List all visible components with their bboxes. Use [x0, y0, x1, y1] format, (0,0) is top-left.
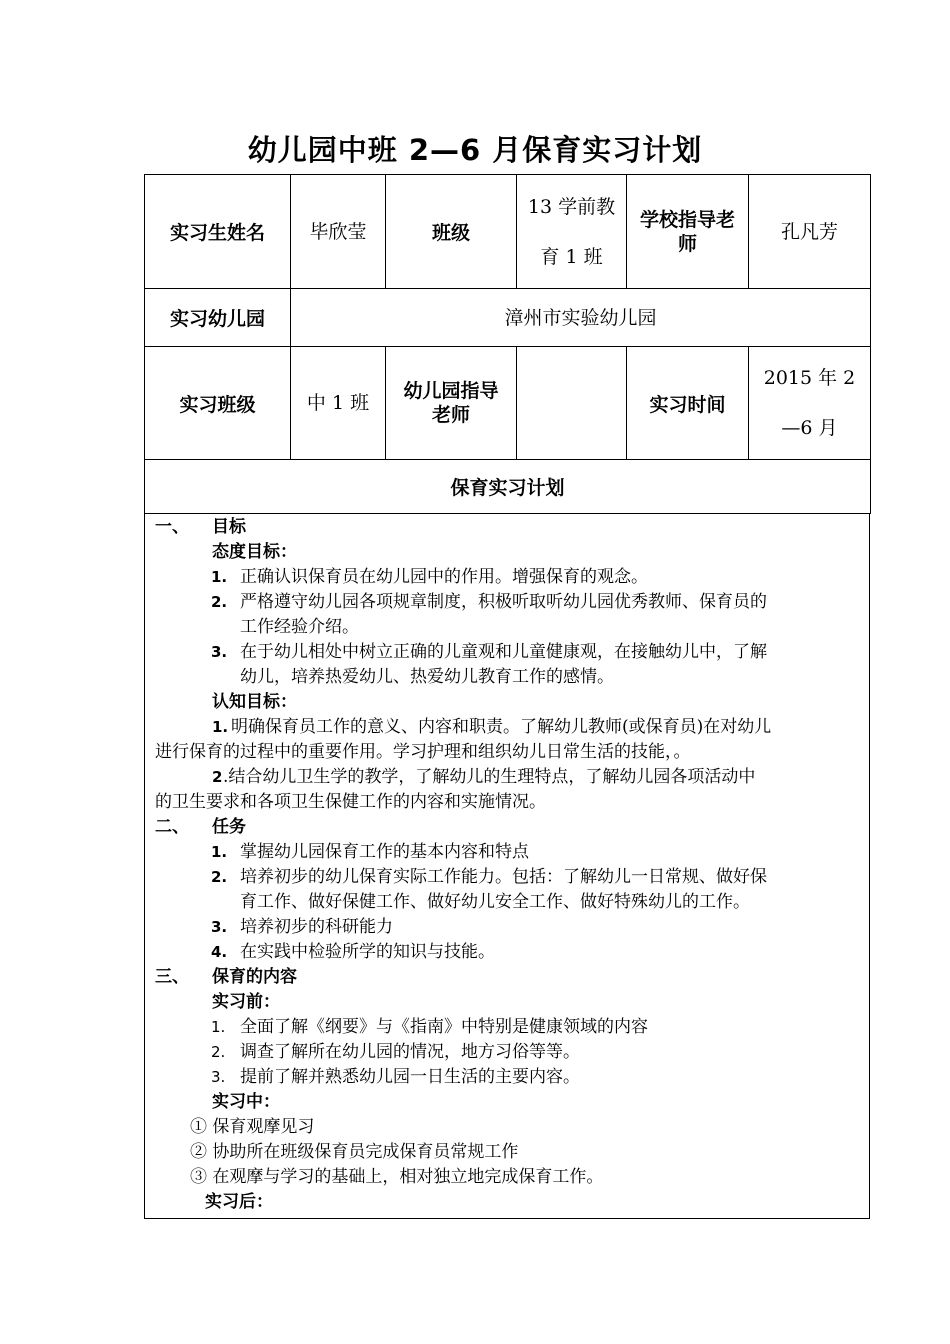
school-teacher-label: 学校指导老师 [627, 175, 749, 289]
task-3: 培养初步的科研能力 [240, 917, 393, 937]
during-item-2: ② 协助所在班级保育员完成保育员常规工作 [190, 1142, 519, 1162]
intern-time-line-1: 2015 年 2 [763, 367, 856, 389]
intern-time-line-2: —6 月 [781, 417, 838, 439]
page-title: 幼儿园中班 2—6 月保育实习计划 [247, 133, 703, 167]
info-table [144, 174, 871, 514]
task-4: 在实践中检验所学的知识与技能。 [240, 942, 495, 962]
class-value-line-2: 育 1 班 [540, 245, 603, 268]
during-item-1: ① 保育观摩见习 [190, 1117, 315, 1137]
cognitive-item-2-number: 2 [212, 768, 223, 786]
class-value-line-1: 13 学前教 [527, 195, 616, 218]
cognitive-item-2-line-1: .结合幼儿卫生学的教学，了解幼儿的生理特点，了解幼儿园各项活动中 [223, 767, 756, 787]
intern-class-label: 实习班级 [145, 347, 291, 460]
before-internship-heading: 实习前： [212, 992, 280, 1012]
before-item-2: 调查了解所在幼儿园的情况，地方习俗等等。 [240, 1042, 580, 1062]
task-2-line-1: 培养初步的幼儿保育实际工作能力。包括：了解幼儿一日常规、做好保 [240, 867, 767, 887]
school-teacher-value: 孔凡芳 [749, 175, 871, 289]
class-value [517, 175, 627, 289]
during-internship-heading: 实习中： [212, 1092, 280, 1112]
cognitive-item-1-line-2: 进行保育的过程中的重要作用。学习护理和组织幼儿日常生活的技能，。 [155, 742, 691, 762]
task-1: 掌握幼儿园保育工作的基本内容和特点 [240, 842, 529, 862]
intern-class-value: 中 1 班 [291, 347, 386, 460]
section-3-title: 保育的内容 [212, 967, 297, 987]
attitude-item-3-line-1: 在于幼儿相处中树立正确的儿童观和儿童健康观，在接触幼儿中，了解 [240, 642, 767, 662]
student-name-label: 实习生姓名 [145, 175, 291, 289]
plan-header: 保育实习计划 [145, 460, 871, 514]
before-item-2-number: 2. [211, 1043, 226, 1061]
section-3-number: 三、 [155, 967, 189, 987]
plan-header-row [145, 460, 871, 514]
cognitive-item-1-line-1: 明确保育员工作的意义、内容和职责。了解幼儿教师(或保育员)在对幼儿 [231, 717, 772, 737]
cognitive-goal-heading: 认知目标： [212, 692, 297, 712]
before-item-1: 全面了解《纲要》与《指南》中特别是健康领域的内容 [240, 1017, 648, 1037]
task-3-number: 3. [211, 918, 228, 936]
class-label: 班级 [386, 175, 517, 289]
section-2-number: 二、 [155, 817, 189, 837]
section-1-number: 一、 [155, 517, 189, 537]
section-1-title: 目标 [212, 517, 246, 537]
before-item-3-number: 3. [211, 1068, 226, 1086]
attitude-item-3-line-2: 幼儿，培养热爱幼儿、热爱幼儿教育工作的感情。 [240, 667, 614, 687]
task-2-line-2: 育工作、做好保健工作、做好幼儿安全工作、做好特殊幼儿的工作。 [240, 892, 750, 912]
attitude-item-1-number: 1. [211, 568, 228, 586]
info-row-3 [145, 347, 871, 460]
attitude-item-1: 正确认识保育员在幼儿园中的作用。增强保育的观念。 [240, 567, 648, 587]
kindergarten-label: 实习幼儿园 [145, 289, 291, 347]
kg-teacher-label: 幼儿园指导老师 [386, 347, 517, 460]
info-row-2 [145, 289, 871, 347]
before-item-1-number: 1. [211, 1018, 226, 1036]
before-item-3: 提前了解并熟悉幼儿园一日生活的主要内容。 [240, 1067, 580, 1087]
section-2-title: 任务 [212, 817, 246, 837]
attitude-item-3-number: 3. [211, 643, 228, 661]
intern-time-label: 实习时间 [627, 347, 749, 460]
during-item-3: ③ 在观摩与学习的基础上，相对独立地完成保育工作。 [190, 1167, 604, 1187]
after-internship-heading: 实习后： [205, 1192, 273, 1212]
task-1-number: 1. [211, 843, 228, 861]
info-row-1 [145, 175, 871, 289]
task-4-number: 4. [211, 943, 228, 961]
attitude-goal-heading: 态度目标： [212, 542, 297, 562]
attitude-item-2-number: 2. [211, 593, 228, 611]
cognitive-item-1-number: 1. [212, 718, 229, 736]
task-2-number: 2. [211, 868, 228, 886]
student-name-value: 毕欣莹 [291, 175, 386, 289]
cognitive-item-2-line-2: 的卫生要求和各项卫生保健工作的内容和实施情况。 [155, 792, 546, 812]
attitude-item-2-line-2: 工作经验介绍。 [240, 617, 359, 637]
attitude-item-2-line-1: 严格遵守幼儿园各项规章制度，积极听取听幼儿园优秀教师、保育员的 [240, 592, 767, 612]
kindergarten-value: 漳州市实验幼儿园 [291, 289, 871, 347]
plan-body [144, 513, 870, 1219]
intern-time-value [749, 347, 871, 460]
kg-teacher-value [517, 347, 627, 460]
